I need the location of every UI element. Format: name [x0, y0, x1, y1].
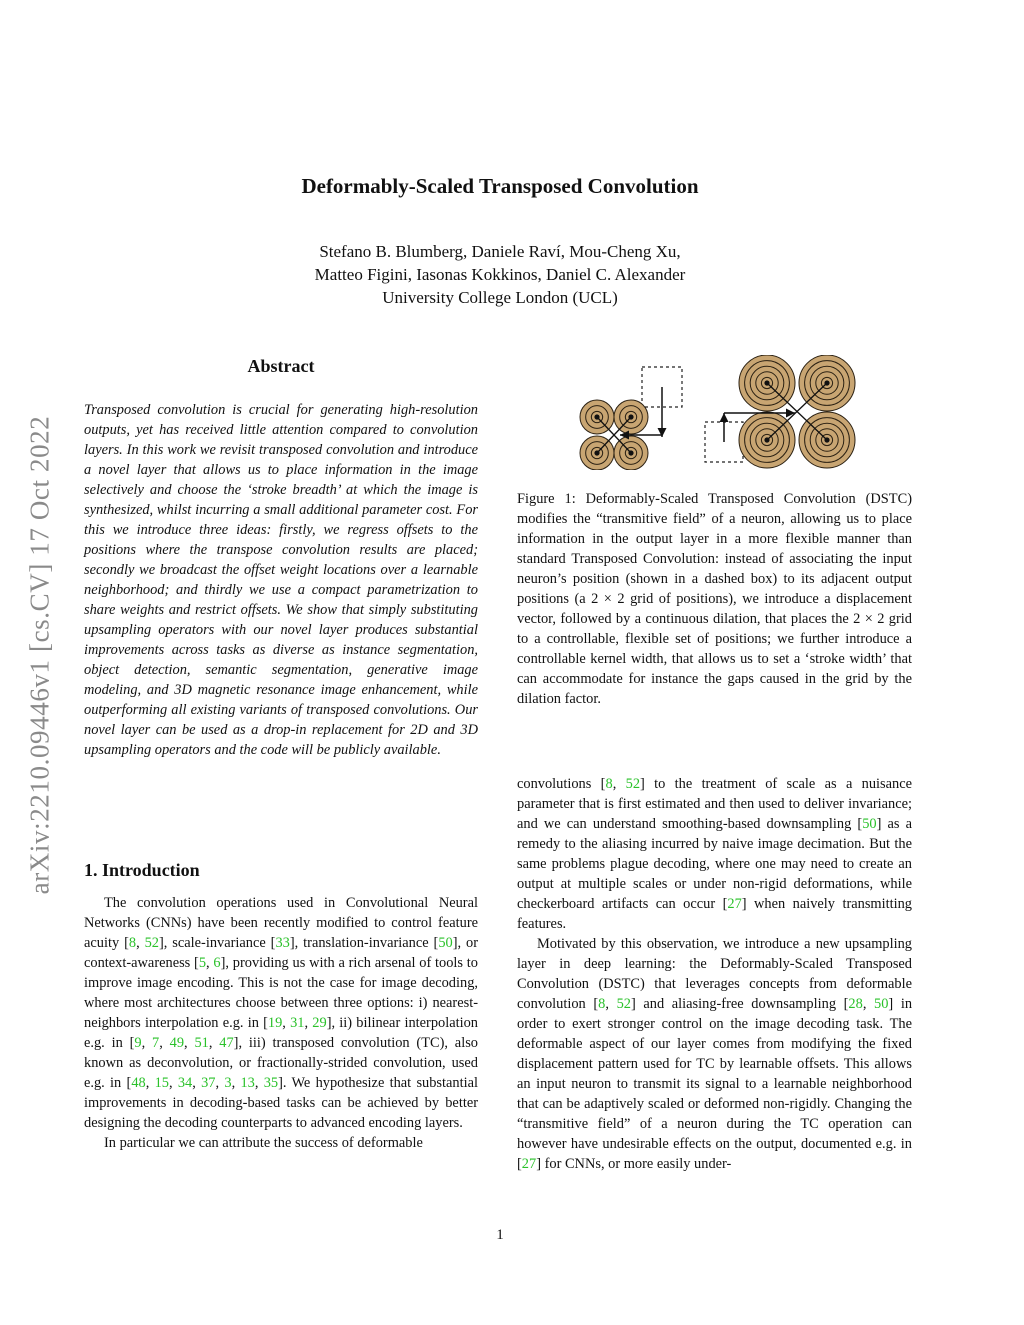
citation-link[interactable]: 37	[201, 1075, 216, 1091]
citation-link[interactable]: 52	[625, 776, 641, 792]
citation-link[interactable]: 28	[848, 996, 863, 1012]
intro-paragraph-1: The convolution operations used in Convolutional Neural Networks (CNNs) have been recently modified to control feature acuity [8, 52], scale-invariance [33], translation-invariance [50], or context-awareness [5, 6], providing us with a rich arsenal of tools to improve image encoding. This is not the case for image decoding, where most architectures choose between three options: i) nearest-neighbors interpolation e.g. in [19, 31, 29], ii) bilinear interpolation e.g. in [9, 7, 49, 51, 47], iii) transposed convolution (TC), also known as deconvolution, or fractionally-strided convolution, used e.g. in [48, 15, 34, 37, 3, 13, 35]. We hypothesize that substantial improvements in decoding-based tasks can be achieved by better designing the decoding counterparts to advanced encoding layers.	[84, 895, 479, 1131]
citation-link[interactable]: 8	[605, 776, 613, 792]
citation-link[interactable]: 9	[134, 1035, 142, 1051]
arxiv-stamp-text: arXiv:2210.09446v1 [cs.CV] 17 Oct 2022	[24, 415, 55, 895]
arxiv-stamp	[15, 360, 65, 950]
citation-link[interactable]: 3	[224, 1075, 232, 1091]
citation-link[interactable]: 6	[213, 955, 221, 971]
citation-link[interactable]: 8	[598, 996, 606, 1012]
right-kernel-grid	[739, 355, 855, 468]
citation-link[interactable]: 13	[240, 1075, 255, 1091]
affiliation: University College London (UCL)	[382, 288, 618, 307]
citation-link[interactable]: 52	[144, 935, 159, 951]
citation-link[interactable]: 7	[152, 1035, 160, 1051]
authors-line-2: Matteo Figini, Iasonas Kokkinos, Daniel C. Alexander	[314, 265, 686, 284]
introduction-body	[84, 893, 478, 1153]
citation-link[interactable]: 33	[275, 935, 290, 951]
citation-link[interactable]: 19	[267, 1015, 283, 1031]
page-number: 1	[496, 1227, 504, 1243]
abstract-body: Transposed convolution is crucial for generating high-resolution outputs, yet has received little attention compared to convolution layers. In this work we revisit transposed convolution and introduce a novel layer that allows us to place information in the image selectively and choose the ‘stroke breadth’ at which the image is synthesized, whilst incurring a small additional parameter cost. For this we introduce three ideas: firstly, we regress offsets to the positions where the transpose convolution results are placed; secondly we broadcast the offset weight locations over a learnable neighborhood; and thirdly we use a compact parametrization to share weights and restrict offsets. We show that simply substituting upsampling operators with our novel layer produces substantial improvements across tasks as diverse as instance segmentation, object detection, semantic segmentation, generative image modeling, and 3D magnetic resonance image enhancement, while outperforming all existing variants of transposed convolutions. Our novel layer can be used as a drop-in replacement for 2D and 3D upsampling operators and the code will be publicly available.	[84, 402, 478, 758]
citation-link[interactable]: 8	[128, 935, 137, 951]
citation-link[interactable]: 50	[438, 935, 453, 951]
citation-link[interactable]: 49	[169, 1035, 185, 1051]
right-paragraph-1: convolutions [8, 52] to the treatment of scale as a nuisance parameter that is first estimated and then used to deliver invariance; and we can understand smoothing-based downsampling [50] as a remedy to the aliasing incurred by naive image decimation. But the same problems plague decoding, where one may need to create an output at multiple scales or under non-rigid deformations, while checkerboard artifacts can occur [27] when naively transmitting features.	[517, 776, 913, 932]
citation-link[interactable]: 5	[198, 955, 207, 971]
citation-link[interactable]: 50	[874, 996, 889, 1012]
intro-paragraph-2: In particular we can attribute the success of deformable	[104, 1135, 423, 1151]
figure-1-diagram	[520, 355, 920, 470]
section-heading-introduction: 1. Introduction	[84, 860, 200, 880]
figure-1-caption: Figure 1: Deformably-Scaled Transposed Convolution (DSTC) modifies the “transmitive field” of a neuron, allowing us to place information in the output layer in a more flexible manner than standard Transposed Convolution: instead of associating the input neuron’s position (shown in a dashed box) to its adjacent output positions (a 2 × 2 grid of positions), we introduce a displacement vector, followed by a continuous dilation, that places the 2 × 2 grid to a controllable, flexible set of positions; we further introduce a controllable kernel width, that allows us to set a ‘stroke width’ that can accommodate for instance the gaps caused in the grid by the dilation factor.	[517, 491, 912, 707]
citation-link[interactable]: 47	[219, 1035, 234, 1051]
citation-link[interactable]: 48	[131, 1075, 146, 1091]
citation-link[interactable]: 29	[312, 1015, 327, 1031]
right-column-body	[517, 774, 912, 1174]
citation-link[interactable]: 15	[154, 1075, 169, 1091]
citation-link[interactable]: 51	[194, 1035, 209, 1051]
citation-link[interactable]: 52	[616, 996, 631, 1012]
citation-link[interactable]: 50	[862, 816, 877, 832]
citation-link[interactable]: 31	[290, 1015, 305, 1031]
citation-link[interactable]: 35	[263, 1075, 279, 1091]
right-paragraph-2: Motivated by this observation, we introduce a new upsampling layer in deep learning: the Deformably-Scaled Transposed Convolution (DSTC) that leverages concepts from deformable convolution [8, 52] and aliasing-free downsampling [28, 50] in order to exert stronger control on the image decoding task. The deformable aspect of our layer comes from modifying the fixed displacement pattern used for TC by learnable offsets. This allows an input neuron to transmit its signal to a learnable neighborhood that can be adaptively scaled or deformed non-rigidly. Changing the “transmitive field” of a neuron during the TC operation can however have undesirable effects on the output, documented e.g. in [27] for CNNs, or more easily under-	[517, 936, 913, 1172]
citation-link[interactable]: 34	[177, 1075, 193, 1091]
authors-line-1: Stefano B. Blumberg, Daniele Raví, Mou-Cheng Xu,	[319, 242, 681, 261]
citation-link[interactable]: 27	[521, 1156, 537, 1172]
citation-link[interactable]: 27	[727, 896, 742, 912]
paper-title: Deformably-Scaled Transposed Convolution	[301, 174, 699, 198]
abstract-heading: Abstract	[247, 356, 315, 376]
